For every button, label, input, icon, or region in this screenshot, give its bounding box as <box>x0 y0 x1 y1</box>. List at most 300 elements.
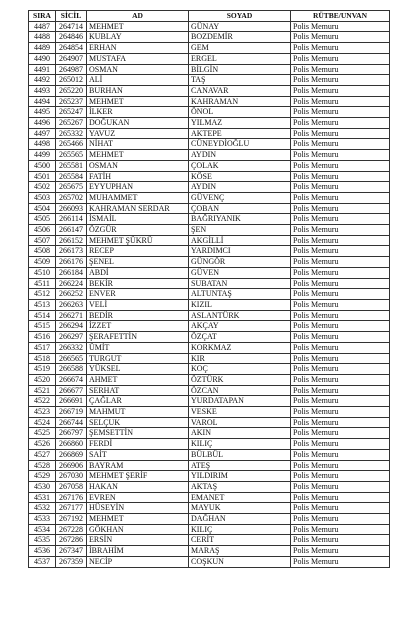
cell-rutbe: Polis Memuru <box>291 556 390 567</box>
cell-sicil: 266093 <box>56 203 87 214</box>
cell-sira: 4512 <box>29 289 56 300</box>
cell-sira: 4488 <box>29 32 56 43</box>
cell-sicil: 267177 <box>56 503 87 514</box>
cell-ad: ÖZGÜR <box>87 225 189 236</box>
cell-rutbe: Polis Memuru <box>291 139 390 150</box>
cell-soyad: KIR <box>189 353 291 364</box>
cell-ad: ŞERAFETTİN <box>87 332 189 343</box>
table-row <box>29 289 390 300</box>
cell-soyad: ÖZCAN <box>189 385 291 396</box>
cell-ad: FATİH <box>87 171 189 182</box>
cell-rutbe: Polis Memuru <box>291 332 390 343</box>
table-row <box>29 235 390 246</box>
cell-sira: 4501 <box>29 171 56 182</box>
cell-soyad: GÜVEN <box>189 267 291 278</box>
table-row <box>29 53 390 64</box>
cell-sira: 4524 <box>29 417 56 428</box>
cell-soyad: AYDIN <box>189 150 291 161</box>
cell-soyad: KORKMAZ <box>189 342 291 353</box>
cell-ad: ERSİN <box>87 535 189 546</box>
cell-sira: 4522 <box>29 396 56 407</box>
cell-soyad: KILIÇ <box>189 524 291 535</box>
cell-sira: 4490 <box>29 53 56 64</box>
table-body <box>29 21 390 567</box>
cell-sicil: 266719 <box>56 407 87 418</box>
cell-sira: 4506 <box>29 225 56 236</box>
cell-soyad: CANAVAR <box>189 85 291 96</box>
table-row <box>29 310 390 321</box>
cell-sira: 4496 <box>29 118 56 129</box>
cell-ad: BEKİR <box>87 278 189 289</box>
cell-ad: ŞEMSETTİN <box>87 428 189 439</box>
cell-rutbe: Polis Memuru <box>291 503 390 514</box>
table-row <box>29 96 390 107</box>
cell-sira: 4498 <box>29 139 56 150</box>
cell-ad: HÜSEYİN <box>87 503 189 514</box>
table-row <box>29 524 390 535</box>
cell-sicil: 267176 <box>56 492 87 503</box>
cell-soyad: MAYUK <box>189 503 291 514</box>
cell-rutbe: Polis Memuru <box>291 514 390 525</box>
cell-soyad: EMANET <box>189 492 291 503</box>
cell-ad: ŞENEL <box>87 257 189 268</box>
table-row <box>29 21 390 32</box>
cell-soyad: BÜLBÜL <box>189 449 291 460</box>
table-row <box>29 150 390 161</box>
cell-soyad: YILMAZ <box>189 118 291 129</box>
cell-rutbe: Polis Memuru <box>291 21 390 32</box>
cell-soyad: ÖZTÜRK <box>189 374 291 385</box>
cell-ad: ÜMİT <box>87 342 189 353</box>
cell-soyad: AYDIN <box>189 182 291 193</box>
table-row <box>29 471 390 482</box>
cell-rutbe: Polis Memuru <box>291 546 390 557</box>
cell-soyad: YILDIRIM <box>189 471 291 482</box>
table-row <box>29 192 390 203</box>
cell-sira: 4531 <box>29 492 56 503</box>
header-row <box>29 11 390 22</box>
cell-ad: MEHMET ŞÜKRÜ <box>87 235 189 246</box>
cell-sicil: 265247 <box>56 107 87 118</box>
cell-sira: 4528 <box>29 460 56 471</box>
cell-rutbe: Polis Memuru <box>291 257 390 268</box>
cell-rutbe: Polis Memuru <box>291 417 390 428</box>
cell-ad: BEDİR <box>87 310 189 321</box>
cell-sira: 4495 <box>29 107 56 118</box>
cell-rutbe: Polis Memuru <box>291 160 390 171</box>
cell-sira: 4499 <box>29 150 56 161</box>
cell-sicil: 267286 <box>56 535 87 546</box>
cell-sira: 4502 <box>29 182 56 193</box>
table-row <box>29 417 390 428</box>
cell-ad: NİHAT <box>87 139 189 150</box>
cell-soyad: AKGİLLİ <box>189 235 291 246</box>
cell-rutbe: Polis Memuru <box>291 96 390 107</box>
cell-sira: 4519 <box>29 364 56 375</box>
cell-rutbe: Polis Memuru <box>291 396 390 407</box>
table-row <box>29 139 390 150</box>
cell-sicil: 265332 <box>56 128 87 139</box>
table-row <box>29 396 390 407</box>
cell-ad: OSMAN <box>87 160 189 171</box>
cell-rutbe: Polis Memuru <box>291 374 390 385</box>
cell-soyad: SUBATAN <box>189 278 291 289</box>
cell-sicil: 266906 <box>56 460 87 471</box>
cell-sicil: 266860 <box>56 439 87 450</box>
table-row <box>29 342 390 353</box>
cell-sicil: 266797 <box>56 428 87 439</box>
cell-soyad: ATEŞ <box>189 460 291 471</box>
cell-ad: ALİ <box>87 75 189 86</box>
cell-ad: VELİ <box>87 299 189 310</box>
table-row <box>29 85 390 96</box>
cell-ad: YÜKSEL <box>87 364 189 375</box>
cell-sicil: 266173 <box>56 246 87 257</box>
cell-sira: 4508 <box>29 246 56 257</box>
cell-rutbe: Polis Memuru <box>291 75 390 86</box>
cell-rutbe: Polis Memuru <box>291 214 390 225</box>
cell-rutbe: Polis Memuru <box>291 43 390 54</box>
cell-sira: 4489 <box>29 43 56 54</box>
cell-sicil: 266263 <box>56 299 87 310</box>
cell-ad: İLKER <box>87 107 189 118</box>
cell-sira: 4529 <box>29 471 56 482</box>
cell-rutbe: Polis Memuru <box>291 118 390 129</box>
cell-ad: SERHAT <box>87 385 189 396</box>
table-row <box>29 503 390 514</box>
cell-rutbe: Polis Memuru <box>291 449 390 460</box>
cell-sira: 4511 <box>29 278 56 289</box>
cell-soyad: KÖSE <box>189 171 291 182</box>
cell-sicil: 267347 <box>56 546 87 557</box>
cell-sicil: 265267 <box>56 118 87 129</box>
cell-sira: 4521 <box>29 385 56 396</box>
table-row <box>29 160 390 171</box>
cell-ad: YAVUZ <box>87 128 189 139</box>
table-row <box>29 267 390 278</box>
cell-sira: 4536 <box>29 546 56 557</box>
table-row <box>29 428 390 439</box>
cell-sira: 4520 <box>29 374 56 385</box>
table-row <box>29 75 390 86</box>
table-row <box>29 118 390 129</box>
cell-soyad: VESKE <box>189 407 291 418</box>
cell-sira: 4532 <box>29 503 56 514</box>
table-row <box>29 374 390 385</box>
cell-sicil: 266691 <box>56 396 87 407</box>
cell-sicil: 266297 <box>56 332 87 343</box>
cell-sira: 4510 <box>29 267 56 278</box>
cell-sicil: 266184 <box>56 267 87 278</box>
cell-sicil: 266565 <box>56 353 87 364</box>
cell-sicil: 267359 <box>56 556 87 567</box>
table-row <box>29 460 390 471</box>
cell-sira: 4493 <box>29 85 56 96</box>
cell-sira: 4527 <box>29 449 56 460</box>
cell-ad: GÖKHAN <box>87 524 189 535</box>
cell-ad: ENVER <box>87 289 189 300</box>
cell-soyad: AKÇAY <box>189 321 291 332</box>
cell-sira: 4530 <box>29 481 56 492</box>
cell-sicil: 264846 <box>56 32 87 43</box>
cell-soyad: ÖZÇAT <box>189 332 291 343</box>
cell-rutbe: Polis Memuru <box>291 267 390 278</box>
table-row <box>29 32 390 43</box>
cell-soyad: VAROL <box>189 417 291 428</box>
cell-sira: 4491 <box>29 64 56 75</box>
cell-sicil: 266588 <box>56 364 87 375</box>
cell-ad: NECİP <box>87 556 189 567</box>
cell-ad: HAKAN <box>87 481 189 492</box>
cell-sira: 4525 <box>29 428 56 439</box>
cell-sira: 4503 <box>29 192 56 203</box>
table-row <box>29 246 390 257</box>
table-header <box>29 11 390 22</box>
cell-ad: MAHMUT <box>87 407 189 418</box>
cell-sicil: 266674 <box>56 374 87 385</box>
table-row <box>29 481 390 492</box>
cell-sira: 4497 <box>29 128 56 139</box>
cell-sira: 4492 <box>29 75 56 86</box>
cell-ad: MEHMET <box>87 514 189 525</box>
cell-sira: 4518 <box>29 353 56 364</box>
table-row <box>29 214 390 225</box>
cell-sicil: 267228 <box>56 524 87 535</box>
table-row <box>29 321 390 332</box>
header-sira: SIRA <box>29 11 56 22</box>
cell-sicil: 266332 <box>56 342 87 353</box>
cell-sicil: 265675 <box>56 182 87 193</box>
cell-soyad: KAHRAMAN <box>189 96 291 107</box>
table-row <box>29 332 390 343</box>
cell-rutbe: Polis Memuru <box>291 235 390 246</box>
cell-soyad: BİLGİN <box>189 64 291 75</box>
header-sicil: SİCİL <box>56 11 87 22</box>
cell-soyad: YARDIMCI <box>189 246 291 257</box>
cell-soyad: ALTUNTAŞ <box>189 289 291 300</box>
cell-sira: 4505 <box>29 214 56 225</box>
cell-ad: AHMET <box>87 374 189 385</box>
cell-rutbe: Polis Memuru <box>291 182 390 193</box>
cell-soyad: KOÇ <box>189 364 291 375</box>
table-row <box>29 514 390 525</box>
cell-rutbe: Polis Memuru <box>291 385 390 396</box>
cell-ad: BURHAN <box>87 85 189 96</box>
cell-ad: FERDİ <box>87 439 189 450</box>
cell-soyad: MARAŞ <box>189 546 291 557</box>
cell-sicil: 265565 <box>56 150 87 161</box>
cell-sicil: 265584 <box>56 171 87 182</box>
cell-soyad: GÜNGÖR <box>189 257 291 268</box>
table-row <box>29 299 390 310</box>
table-row <box>29 535 390 546</box>
cell-ad: MEHMET <box>87 96 189 107</box>
cell-sicil: 264987 <box>56 64 87 75</box>
cell-soyad: BAĞRIYANIK <box>189 214 291 225</box>
cell-sicil: 265012 <box>56 75 87 86</box>
table-row <box>29 278 390 289</box>
cell-soyad: YURDATAPAN <box>189 396 291 407</box>
cell-rutbe: Polis Memuru <box>291 535 390 546</box>
cell-rutbe: Polis Memuru <box>291 289 390 300</box>
table-row <box>29 385 390 396</box>
cell-rutbe: Polis Memuru <box>291 171 390 182</box>
cell-ad: OSMAN <box>87 64 189 75</box>
cell-sicil: 265237 <box>56 96 87 107</box>
cell-soyad: GEM <box>189 43 291 54</box>
cell-ad: DOĞUKAN <box>87 118 189 129</box>
cell-sicil: 265581 <box>56 160 87 171</box>
cell-rutbe: Polis Memuru <box>291 524 390 535</box>
cell-ad: BAYRAM <box>87 460 189 471</box>
table-row <box>29 546 390 557</box>
cell-sira: 4526 <box>29 439 56 450</box>
cell-soyad: KILIÇ <box>189 439 291 450</box>
table-row <box>29 128 390 139</box>
cell-sira: 4533 <box>29 514 56 525</box>
cell-sicil: 264714 <box>56 21 87 32</box>
cell-soyad: KIZIL <box>189 299 291 310</box>
cell-sicil: 266294 <box>56 321 87 332</box>
table-row <box>29 364 390 375</box>
cell-rutbe: Polis Memuru <box>291 192 390 203</box>
cell-sicil: 267058 <box>56 481 87 492</box>
cell-sicil: 266869 <box>56 449 87 460</box>
cell-ad: ÇAĞLAR <box>87 396 189 407</box>
cell-rutbe: Polis Memuru <box>291 428 390 439</box>
cell-soyad: COŞKUN <box>189 556 291 567</box>
cell-soyad: ÇOLAK <box>189 160 291 171</box>
cell-sira: 4504 <box>29 203 56 214</box>
cell-sicil: 267192 <box>56 514 87 525</box>
cell-rutbe: Polis Memuru <box>291 225 390 236</box>
header-rutbe: RÜTBE/UNVAN <box>291 11 390 22</box>
header-ad: AD <box>87 11 189 22</box>
cell-rutbe: Polis Memuru <box>291 310 390 321</box>
cell-sicil: 266224 <box>56 278 87 289</box>
cell-rutbe: Polis Memuru <box>291 321 390 332</box>
cell-sira: 4523 <box>29 407 56 418</box>
cell-rutbe: Polis Memuru <box>291 481 390 492</box>
cell-soyad: ÖNOL <box>189 107 291 118</box>
cell-ad: MEHMET ŞERİF <box>87 471 189 482</box>
cell-sicil: 266252 <box>56 289 87 300</box>
cell-sicil: 264854 <box>56 43 87 54</box>
cell-sira: 4516 <box>29 332 56 343</box>
cell-soyad: AKTEPE <box>189 128 291 139</box>
table-row <box>29 43 390 54</box>
cell-sira: 4535 <box>29 535 56 546</box>
cell-sira: 4517 <box>29 342 56 353</box>
cell-ad: İBRAHİM <box>87 546 189 557</box>
cell-rutbe: Polis Memuru <box>291 460 390 471</box>
cell-rutbe: Polis Memuru <box>291 203 390 214</box>
cell-sicil: 266677 <box>56 385 87 396</box>
cell-rutbe: Polis Memuru <box>291 150 390 161</box>
cell-soyad: TAŞ <box>189 75 291 86</box>
cell-soyad: ERGEL <box>189 53 291 64</box>
cell-ad: MEHMET <box>87 150 189 161</box>
cell-sira: 4494 <box>29 96 56 107</box>
cell-rutbe: Polis Memuru <box>291 53 390 64</box>
cell-soyad: CÜNEYDİOĞLU <box>189 139 291 150</box>
cell-soyad: ASLANTÜRK <box>189 310 291 321</box>
cell-ad: SAİT <box>87 449 189 460</box>
cell-ad: SELÇUK <box>87 417 189 428</box>
cell-ad: RECEP <box>87 246 189 257</box>
cell-sira: 4509 <box>29 257 56 268</box>
cell-ad: ABDİ <box>87 267 189 278</box>
cell-rutbe: Polis Memuru <box>291 471 390 482</box>
table-row <box>29 203 390 214</box>
cell-ad: TURGUT <box>87 353 189 364</box>
cell-sicil: 265220 <box>56 85 87 96</box>
cell-sicil: 266152 <box>56 235 87 246</box>
cell-rutbe: Polis Memuru <box>291 128 390 139</box>
cell-ad: MUSTAFA <box>87 53 189 64</box>
cell-rutbe: Polis Memuru <box>291 85 390 96</box>
cell-ad: MUHAMMET <box>87 192 189 203</box>
cell-rutbe: Polis Memuru <box>291 407 390 418</box>
cell-soyad: CERİT <box>189 535 291 546</box>
table-row <box>29 64 390 75</box>
cell-ad: İSMAİL <box>87 214 189 225</box>
table-row <box>29 407 390 418</box>
cell-sicil: 266176 <box>56 257 87 268</box>
header-soyad: SOYAD <box>189 11 291 22</box>
cell-ad: EVREN <box>87 492 189 503</box>
cell-soyad: GÜNAY <box>189 21 291 32</box>
cell-sicil: 265466 <box>56 139 87 150</box>
cell-ad: İZZET <box>87 321 189 332</box>
cell-sicil: 266744 <box>56 417 87 428</box>
cell-ad: MEHMET <box>87 21 189 32</box>
table-row <box>29 182 390 193</box>
cell-ad: EYYUPHAN <box>87 182 189 193</box>
table-row <box>29 439 390 450</box>
cell-sicil: 264907 <box>56 53 87 64</box>
cell-soyad: DAĞHAN <box>189 514 291 525</box>
cell-soyad: AKIN <box>189 428 291 439</box>
table-row <box>29 171 390 182</box>
cell-rutbe: Polis Memuru <box>291 353 390 364</box>
table-row <box>29 492 390 503</box>
cell-soyad: BOZDEMİR <box>189 32 291 43</box>
cell-ad: KAHRAMAN SERDAR <box>87 203 189 214</box>
table-row <box>29 225 390 236</box>
table-row <box>29 257 390 268</box>
cell-soyad: ŞEN <box>189 225 291 236</box>
personnel-table <box>28 10 390 568</box>
cell-rutbe: Polis Memuru <box>291 439 390 450</box>
table-row <box>29 449 390 460</box>
cell-ad: KUBLAY <box>87 32 189 43</box>
cell-sicil: 266271 <box>56 310 87 321</box>
cell-sicil: 265702 <box>56 192 87 203</box>
table-row <box>29 353 390 364</box>
cell-ad: ERHAN <box>87 43 189 54</box>
cell-rutbe: Polis Memuru <box>291 278 390 289</box>
table-row <box>29 107 390 118</box>
table-row <box>29 556 390 567</box>
cell-sira: 4507 <box>29 235 56 246</box>
cell-sicil: 266114 <box>56 214 87 225</box>
cell-sicil: 266147 <box>56 225 87 236</box>
cell-sira: 4537 <box>29 556 56 567</box>
cell-sira: 4487 <box>29 21 56 32</box>
cell-rutbe: Polis Memuru <box>291 246 390 257</box>
cell-rutbe: Polis Memuru <box>291 492 390 503</box>
